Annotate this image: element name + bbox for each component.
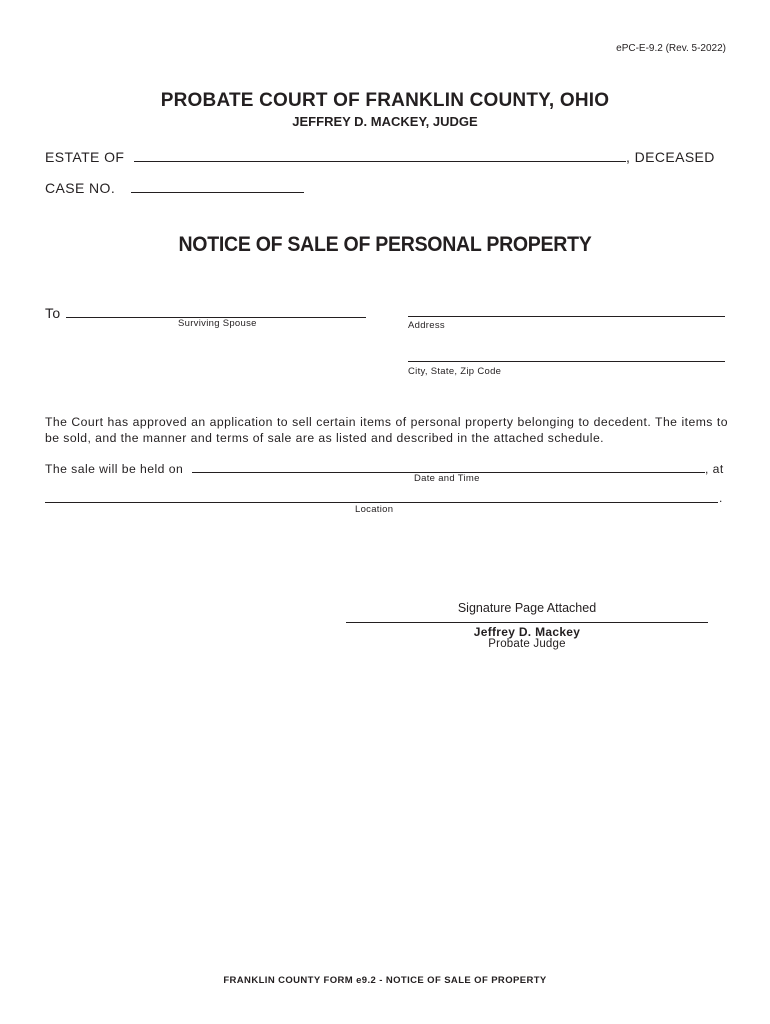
surviving-spouse-caption: Surviving Spouse	[178, 318, 257, 329]
to-label: To	[45, 305, 61, 321]
address-caption: Address	[408, 320, 445, 331]
deceased-label: , DECEASED	[626, 149, 715, 165]
date-time-caption: Date and Time	[414, 473, 480, 484]
location-period: .	[719, 491, 723, 505]
body-paragraph: The Court has approved an application to sell certain items of personal property belonging to decedent. The items to be sold, and the manner and terms of sale are as listed and described in the attached schedule.	[45, 415, 728, 445]
case-number-field[interactable]	[131, 178, 304, 193]
estate-label: ESTATE OF	[45, 149, 125, 165]
notice-title: NOTICE OF SALE OF PERSONAL PROPERTY	[178, 233, 592, 256]
city-state-zip-caption: City, State, Zip Code	[408, 366, 502, 377]
estate-name-field[interactable]	[134, 147, 626, 162]
city-state-zip-field[interactable]	[408, 348, 725, 362]
case-number-label: CASE NO.	[45, 180, 116, 196]
judge-role: Probate Judge	[488, 638, 566, 650]
sale-lead-text: The sale will be held on	[45, 462, 184, 476]
sale-at-text: , at	[705, 462, 724, 476]
signature-attached-note: Signature Page Attached	[457, 601, 597, 615]
form-footer: FRANKLIN COUNTY FORM e9.2 - NOTICE OF SALE OF PROPERTY	[223, 975, 547, 986]
sale-location-field[interactable]	[45, 489, 718, 503]
form-id: ePC-E-9.2 (Rev. 5-2022)	[616, 43, 726, 54]
address-field[interactable]	[408, 303, 725, 317]
judge-line: JEFFREY D. MACKEY, JUDGE	[292, 114, 478, 129]
location-caption: Location	[355, 504, 394, 515]
judge-name: Jeffrey D. Mackey	[473, 625, 581, 639]
court-title: PROBATE COURT OF FRANKLIN COUNTY, OHIO	[160, 90, 610, 111]
surviving-spouse-field[interactable]	[66, 304, 366, 318]
sale-date-time-field[interactable]	[192, 459, 705, 473]
signature-line	[346, 622, 708, 623]
